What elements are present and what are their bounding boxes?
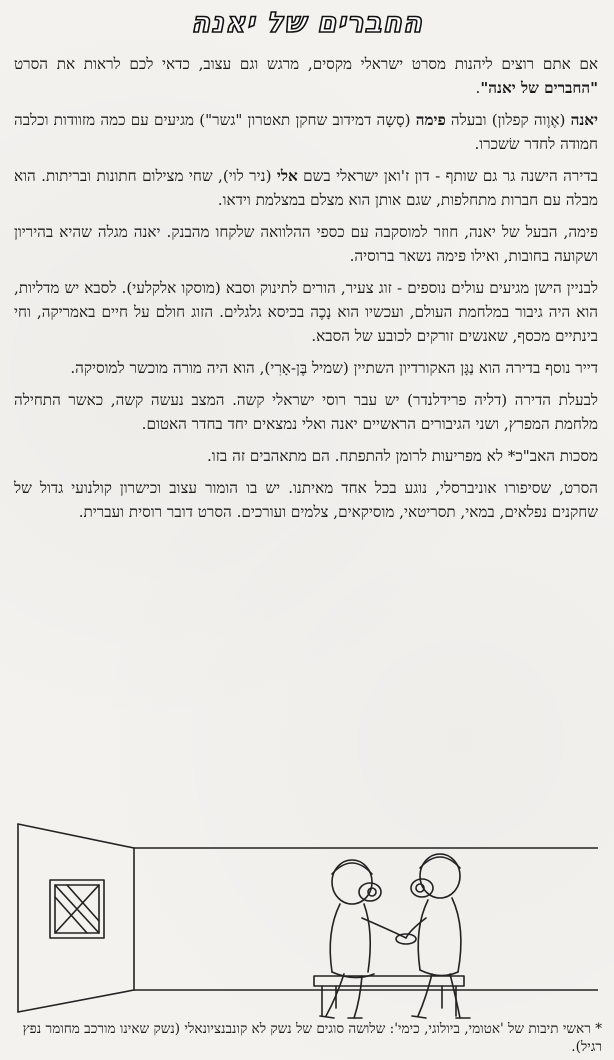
article-body (14, 52, 598, 532)
clasped-hands (396, 934, 416, 944)
illustration-gas-mask-couple (14, 822, 598, 1030)
footnote: * ראשי תיבות של 'אטומי, ביולוגי, כימי': שלושה סוגים של נשק לא קונבנציונאלי (נשק שאינו מורכב מחומר נפץ רגיל). (22, 1021, 602, 1055)
paragraph (14, 276, 598, 348)
bold-text: פימה (415, 111, 446, 129)
paragraph (14, 476, 598, 524)
paragraph (14, 52, 598, 100)
room-walls (18, 824, 598, 1012)
bold-text: יאנה (570, 111, 598, 129)
paragraph (14, 388, 598, 436)
paragraph (14, 356, 598, 380)
paragraph (14, 220, 598, 268)
paragraph-text: הסרט, שסיפורו אוניברסלי, נוגע בכל אחד מאיתנו. יש בו הומור עצוב וכישרון קולנועי גדול של שחקנים נפלאים, במאי, תסריטאי, מוסיקאים, צלמים ועורכים. הסרט דובר רוסית ועברית. (14, 479, 598, 521)
page-title: החברים של יאנה (190, 6, 424, 39)
man-figure (406, 854, 470, 1018)
bold-text: "החברים של יאנה" (480, 79, 598, 97)
bold-text: אלי (276, 167, 298, 185)
woman-figure (320, 860, 406, 1018)
paragraph-text: . (475, 79, 481, 97)
paragraph-text: בדירה הישנה גר גם שותף - דון ז'ואן ישראלי בשם (297, 167, 598, 185)
paragraph-text: מסכות האב"כ* לא מפריעות לרומן להתפתח. הם מתאהבים זה בזו. (206, 447, 598, 465)
paragraph-text: דייר נוסף בדירה הוא נַגָּן האקורדיון השתיין (שמיל בֶּן-אָרִי), הוא היה מורה מוכשר למוסיקה. (70, 359, 598, 377)
paragraph (14, 444, 598, 468)
paragraph-text: לבניין הישן מגיעים עולים נוספים - זוג צעיר, הורים לתינוק וסבא (מוסקו אלקלעי). לסבא יש מדליות, הוא היה גיבור במלחמת העולם, ועכשיו הוא נָכֶה בכיסא גלגלים. הזוג חולם על חיים באמריקה, וחי בינתיים מכסף, שאנשים זורקים לכובע של הסבא. (14, 279, 598, 345)
paragraph (14, 164, 598, 212)
paragraph-text: (אֶוֶוה קפלון) ובעלה (445, 111, 571, 129)
paragraph-text: (סָשָה דמידוב שחקן תאטרון "גשר") מגיעים עם כמה מזוודות וכלבה חמודה לחדר שׂשכרו. (14, 111, 598, 153)
paragraph-text: לבעלת הדירה (דליה פרידלנדר) יש עבר רוסי ישראלי קשה. המצב נעשה קשה, כאשר התחילה מלחמת המפרץ, ושני הגיבורים הראשיים יאנה ואלי נמצאים יחד בחדר האטום. (14, 391, 598, 433)
paragraph (14, 108, 598, 156)
taped-window (50, 880, 104, 938)
paragraph-text: פימה, הבעל של יאנה, חוזר למוסקבה עם כספי ההלוואה שלקחו מהבנק. יאנה מגלה שהיא בהיריון ושקועה בחובות, ואילו פימה נשאר ברוסיה. (14, 223, 598, 265)
paragraph-text: (ניר לוי), שחי מצילום חתונות ובריתות. הוא מבלה עם חברות מתחלפות, שגם אותן הוא מצלם במצלמת וידאו. (14, 167, 598, 209)
paragraph-text: אם אתם רוצים ליהנות מסרט ישראלי מקסים, מרגש וגם עצוב, כדאי לכם לראות את הסרט (14, 55, 598, 73)
